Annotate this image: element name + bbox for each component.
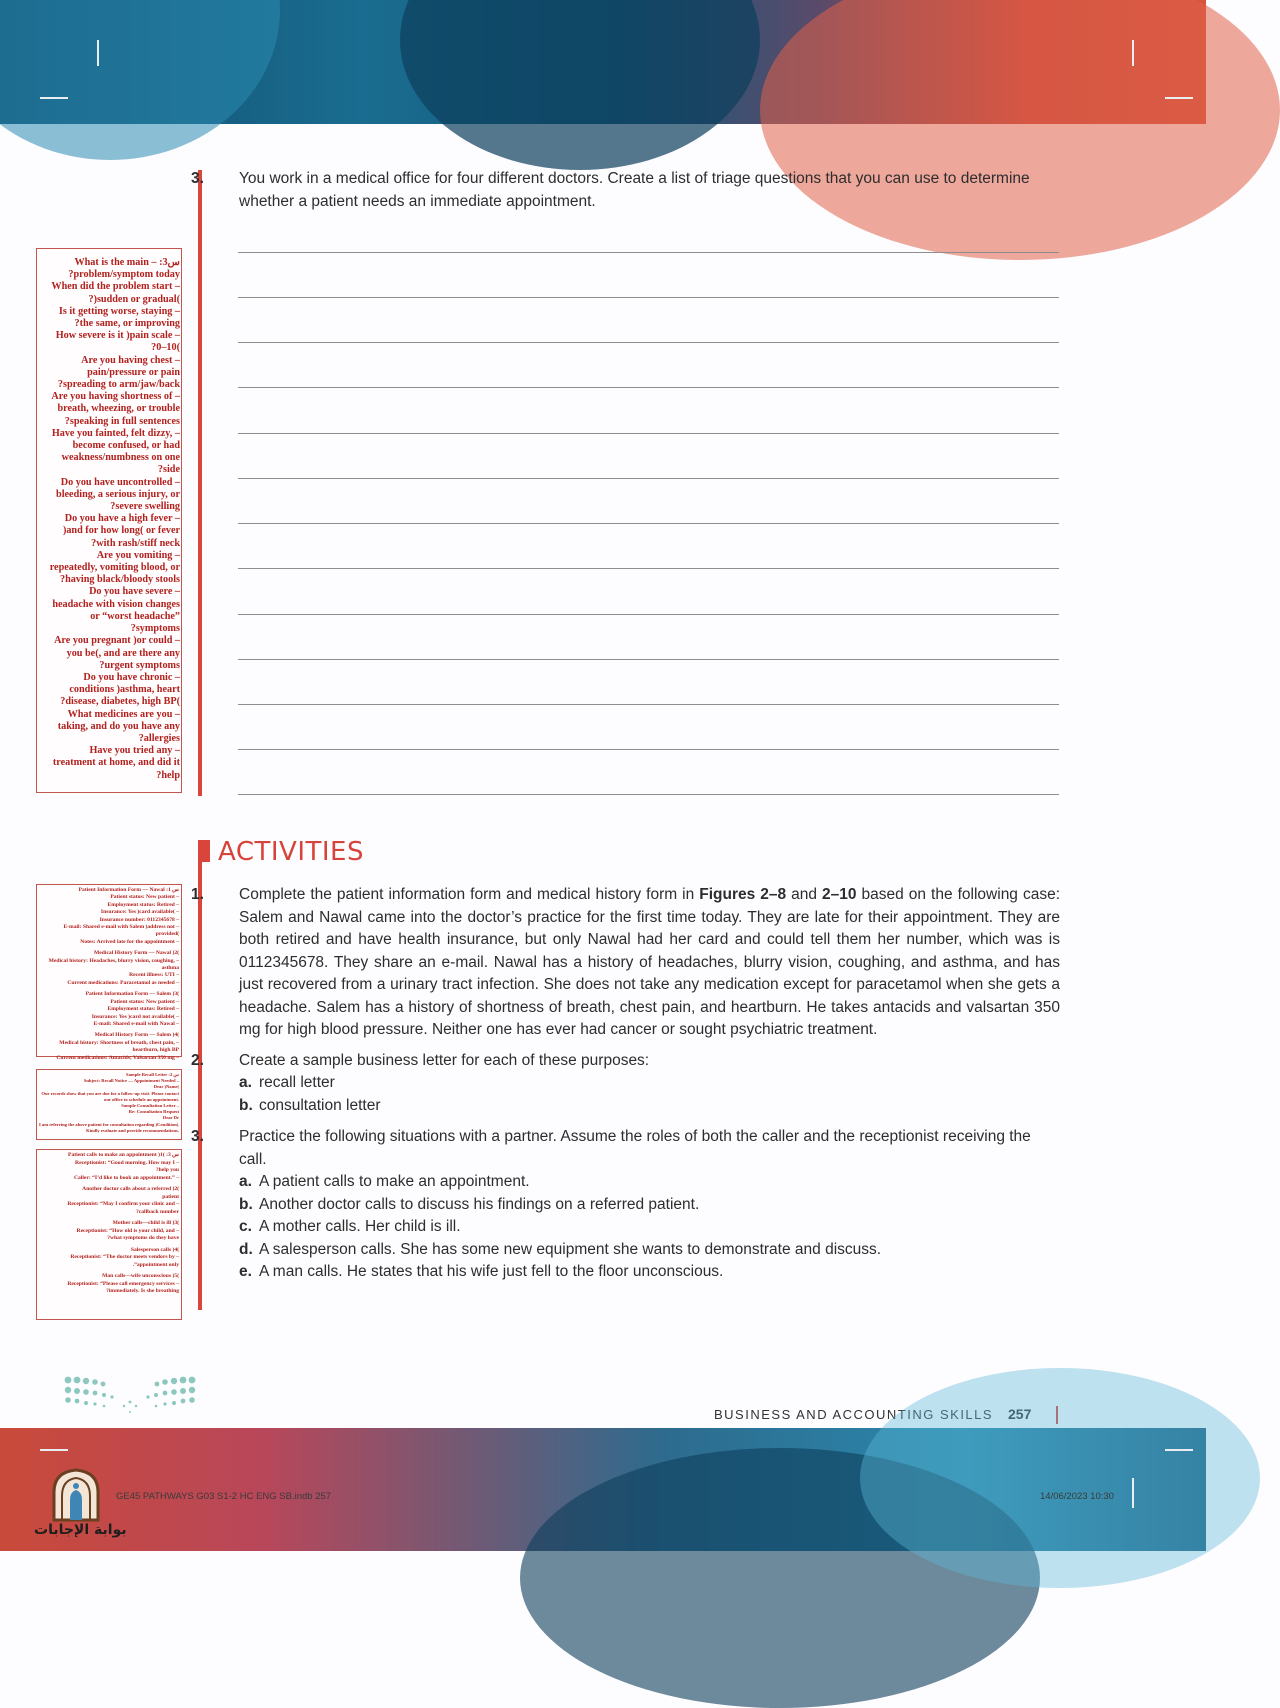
answer-note-line: you be(, and are there any <box>66 647 180 659</box>
answer-note-line: .”appointment only <box>132 1261 179 1268</box>
answer-note-line: )and for how long( or fever <box>62 525 180 537</box>
answer-note-line: repeatedly, vomiting blood, or <box>49 562 180 574</box>
answer-note-line: Patient status: New patient – <box>110 998 179 1005</box>
answer-note-line: or “worst headache” <box>90 610 180 622</box>
answer-note-line: Do you have severe – <box>89 586 180 598</box>
answer-note-line: ?callback number <box>135 1208 179 1215</box>
subitem-letter: a. <box>239 1074 252 1091</box>
answer-note-line: weakness/numbness on one <box>61 452 180 464</box>
answer-note-line: ?urgent symptoms <box>99 659 180 671</box>
ministry-logo-icon <box>62 1372 202 1422</box>
footer-section-title: BUSINESS AND ACCOUNTING SKILLS <box>714 1407 994 1422</box>
subitem-text: A man calls. He states that his wife just fell to the floor unconscious. <box>259 1263 724 1280</box>
answer-note-line: headache with vision changes <box>52 598 180 610</box>
answer-note-line: Have you fainted, felt dizzy, – <box>51 427 180 439</box>
answer-note-line: Medical history: Shortness of breath, chest pain, – <box>59 1039 179 1046</box>
answer-note-line: Another doctor calls about a referred )2( <box>82 1186 179 1192</box>
answer-note-line: ?spreading to arm/jaw/back <box>57 379 180 391</box>
answer-note-line: ?help <box>156 769 180 781</box>
bottom-banner <box>0 1428 1206 1551</box>
answer-note-line: Are you pregnant )or could – <box>54 635 180 647</box>
answer-note-line: Receptionist: “May I confirm your clinic and – <box>67 1201 179 1207</box>
subitem-text: Another doctor calls to discuss his findings on a referred patient. <box>259 1195 700 1213</box>
answer-note-line: Recent illness: UTI – <box>129 972 179 979</box>
answer-note-line: Current medications: Antacids; Valsartan 350 mg – <box>56 1054 179 1061</box>
answer-note-line: ?)sudden or gradual( <box>88 293 180 305</box>
ministry-logo <box>62 1372 202 1422</box>
answer-note-line: Employment status: Retired – <box>107 901 179 908</box>
question-number: 3. <box>191 170 204 187</box>
page-number: 257 <box>1008 1406 1032 1422</box>
answer-note-line: E-mail: Shared e-mail with Nawal – <box>93 1020 179 1027</box>
answer-line[interactable] <box>238 387 1059 388</box>
subitem-letter: e. <box>239 1263 252 1280</box>
subitem-letter: a. <box>239 1173 252 1190</box>
answer-note-line: Patient status: New patient – <box>110 894 179 901</box>
answer-note-line: Caller: “I’d like to book an appointment.” – <box>73 1174 179 1181</box>
answer-line[interactable] <box>238 342 1059 343</box>
answer-note-line: Our records show that you are due for a follow-up visit. Please contact <box>41 1090 179 1096</box>
answer-note-line: taking, and do you have any <box>57 720 180 732</box>
answer-note-line: Medical History Form — Nawal )2( <box>94 950 179 957</box>
subitem-text: A patient calls to make an appointment. <box>259 1173 530 1190</box>
subitem-text: recall letter <box>259 1074 335 1091</box>
answer-note-line: Do you have a high fever – <box>64 513 180 525</box>
activity-number: 1. <box>191 886 204 903</box>
answer-note-line: ?0–10( <box>151 342 180 354</box>
answer-note-line: How severe is it )pain scale – <box>55 330 180 342</box>
answer-line[interactable] <box>238 523 1059 524</box>
activity-1 <box>191 884 1060 1042</box>
answer-note-line: bleeding, a serious injury, or <box>56 488 180 500</box>
activities-accent-bar <box>198 840 202 1310</box>
answer-note-line: ?allergies <box>138 732 180 744</box>
answer-note-line: Patient calls to make an appointment )1( :3 س <box>68 1152 179 1158</box>
answer-note-line: Dear )Name( <box>153 1084 179 1090</box>
answer-note-line: Are you vomiting – <box>96 549 180 561</box>
answer-note-line: ?immediately. Is she breathing <box>106 1288 179 1294</box>
answer-line[interactable] <box>238 794 1059 795</box>
answer-note-line: Receptionist: “The doctor meets vendors by – <box>70 1254 179 1260</box>
answer-note-activity-1 <box>36 884 182 1061</box>
answer-note-line: breath, wheezing, or trouble <box>57 403 180 415</box>
answer-note-line: Are you having shortness of – <box>51 391 180 403</box>
print-slug: GE45 PATHWAYS G03 S1-2 HC ENG SB.indb 257 <box>116 1491 332 1502</box>
answer-note-activity-3 <box>36 1149 182 1320</box>
answer-note-line: I am referring the above patient for consultation regarding )Condition(. <box>39 1121 180 1127</box>
answer-note-line: Man calls—wife unconscious )5( <box>102 1273 179 1279</box>
answer-line[interactable] <box>238 749 1059 750</box>
answer-note-line: Receptionist: “How old is your child, and – <box>76 1227 179 1234</box>
figure-ref: Figures 2–8 <box>699 886 787 903</box>
activity-number: 2. <box>191 1051 204 1069</box>
answer-note-line: treatment at home, and did it <box>52 757 180 769</box>
answer-note-line: ?what symptoms do they have <box>107 1235 179 1241</box>
answer-note-line: pain/pressure or pain <box>87 366 180 378</box>
answer-note-line: Salesperson calls )4( <box>130 1246 179 1253</box>
answer-note-line: ?symptoms <box>130 623 180 635</box>
question-accent-bar <box>198 170 202 796</box>
answer-note-line: heartburn, high BP <box>132 1047 179 1054</box>
answer-note-line: Medical history: Headaches, blurry vision, coughing, – <box>48 957 179 964</box>
answer-line[interactable] <box>238 614 1059 615</box>
answer-note-line: ?problem/symptom today <box>68 269 180 281</box>
subitem-letter: c. <box>239 1218 252 1235</box>
activity-subitem <box>215 1216 1060 1239</box>
subitem-letter: b. <box>239 1195 253 1213</box>
figure-ref: 2–10 <box>822 886 857 903</box>
answer-note-line: become confused, or had <box>72 440 180 452</box>
answer-note-line: Do you have chronic – <box>83 671 180 683</box>
answer-note-line: ?with rash/stiff neck <box>91 537 180 549</box>
answer-line[interactable] <box>238 568 1059 569</box>
answer-note-line: Patient Information Form — Salem )3( <box>85 991 179 998</box>
activity-subitem <box>215 1239 1060 1262</box>
answer-line[interactable] <box>238 433 1059 434</box>
portal-name: بوابة الإجابات <box>34 1522 127 1538</box>
activity-text: based on the following case: Salem and Nawal came into the doctor’s practice for the first time today. They are late for their appointment. They are both retired and have health insurance, but only Nawal had her card and could tell them her number, which was is 0112345678. They share an e-mail. Nawal has a history of headaches, blurry vision, coughing, and asthma, and has just recovered from a urinary tract infection. She does not take any medication except for paracetamol when she gets a headache. Salem has a history of shortness of breath, chest pain, and heartburn. He takes antacids and valsartan 350 mg for high blood pressure. Neither one has ever had cancer or sought psychiatric treatment. <box>239 886 1060 1038</box>
answer-note-line: Mother calls—child is ill )3( <box>112 1220 179 1226</box>
answer-line[interactable] <box>238 297 1059 298</box>
activity-text: Create a sample business letter for each of these purposes: <box>239 1051 650 1069</box>
answer-note-activity-2 <box>36 1069 182 1140</box>
answer-note-line: Current medications: Paracetamol as needed – <box>67 979 179 986</box>
answer-note-line: Patient Information Form — Nawal :1 س <box>78 887 179 893</box>
answer-note-line: asthma <box>161 965 179 972</box>
answer-note-line: Sample Consultation Letter – <box>121 1103 179 1109</box>
answer-note-line: ?the same, or improving <box>74 318 180 330</box>
answer-line[interactable] <box>238 252 1059 253</box>
answer-note-line: Re: Consultation Request <box>128 1109 179 1115</box>
answer-note-line: ?disease, diabetes, high BP( <box>60 696 180 708</box>
activity-number: 3. <box>191 1128 204 1145</box>
answer-note-line: Are you having chest – <box>81 354 180 366</box>
answer-note-line: ?having black/bloody stools <box>59 574 180 586</box>
top-banner <box>0 0 1206 124</box>
activity-subitem <box>215 1194 1060 1217</box>
activity-text: and <box>786 886 823 903</box>
answer-note-line: E-mail: Shared e-mail with Salem )address not – <box>63 924 179 931</box>
answer-note-line: Subject: Recall Notice — Appointment Needed – <box>83 1078 179 1084</box>
answer-note-line: our office to schedule an appointment. <box>104 1096 179 1102</box>
answer-note-line: Insurance: Yes )card available( – <box>100 909 179 916</box>
answer-note-line: Receptionist: “Good morning. How may I – <box>75 1159 179 1166</box>
answer-note-q3 <box>36 248 182 793</box>
activities-heading: ACTIVITIES <box>218 837 364 867</box>
answer-note-line: Insurance number: 0112345678 – <box>99 916 179 923</box>
answer-note-line: patient <box>162 1193 179 1200</box>
subitem-letter: d. <box>239 1240 253 1258</box>
activity-2 <box>191 1050 1060 1118</box>
answer-note-line: What is the main – :3س <box>74 257 180 268</box>
answer-line[interactable] <box>238 704 1059 705</box>
activity-text: Practice the following situations with a partner. Assume the roles of both the caller and the receptionist receiving the call. <box>239 1128 1031 1168</box>
answer-note-line: What medicines are you – <box>67 708 180 720</box>
activity-3 <box>191 1126 1060 1284</box>
question-text: You work in a medical office for four different doctors. Create a list of triage questions that you can use to determine whether a patient needs an immediate appointment. <box>239 170 1030 210</box>
answer-note-line: Have you tried any – <box>89 745 180 757</box>
question-3 <box>191 168 1084 213</box>
activity-text: Complete the patient information form and medical history form in <box>239 886 700 903</box>
print-date: 14/06/2023 10:30 <box>1040 1491 1114 1502</box>
answer-note-line: Sample Recall Letter :2 س <box>126 1072 179 1077</box>
answer-note-line: Employment status: Retired – <box>107 1006 179 1013</box>
answer-note-line: ?severe swelling <box>110 501 180 513</box>
activities-list <box>191 884 1060 1293</box>
activity-subitem <box>215 1095 1060 1118</box>
answer-note-line: provided( <box>155 931 179 938</box>
subitem-text: A mother calls. Her child is ill. <box>259 1218 461 1235</box>
answer-note-line: ?side <box>157 464 180 476</box>
activity-subitem <box>215 1261 1060 1284</box>
answer-note-line: Notes: Arrived late for the appointment – <box>80 938 179 945</box>
answer-note-line: Medical History Form — Salem )4( <box>94 1032 179 1039</box>
answer-note-line: conditions )asthma, heart <box>69 684 180 696</box>
answer-note-line: Insurance: Yes )card not available( – <box>91 1013 179 1020</box>
activity-subitem <box>215 1171 1060 1194</box>
subitem-text: consultation letter <box>259 1096 381 1114</box>
activities-heading-marker <box>198 840 210 862</box>
answer-note-line: Kindly evaluate and provide recommendations. <box>86 1127 179 1133</box>
mosque-dome-icon <box>40 1466 120 1522</box>
subitem-text: A salesperson calls. She has some new equipment she wants to demonstrate and discuss. <box>259 1240 882 1258</box>
answer-note-line: Do you have uncontrolled – <box>60 476 180 488</box>
answer-note-line: ?help you <box>155 1167 179 1173</box>
answer-line[interactable] <box>238 478 1059 479</box>
answer-note-line: ?speaking in full sentences <box>64 415 180 427</box>
subitem-letter: b. <box>239 1096 253 1114</box>
answer-line[interactable] <box>238 659 1059 660</box>
answer-note-line: Dear Dr <box>162 1115 179 1121</box>
activity-subitem <box>215 1072 1060 1095</box>
answer-note-line: When did the problem start – <box>51 281 180 293</box>
answer-note-line: Is it getting worse, staying – <box>58 305 180 317</box>
answer-note-line: Receptionist: “Please call emergency services – <box>67 1280 179 1287</box>
